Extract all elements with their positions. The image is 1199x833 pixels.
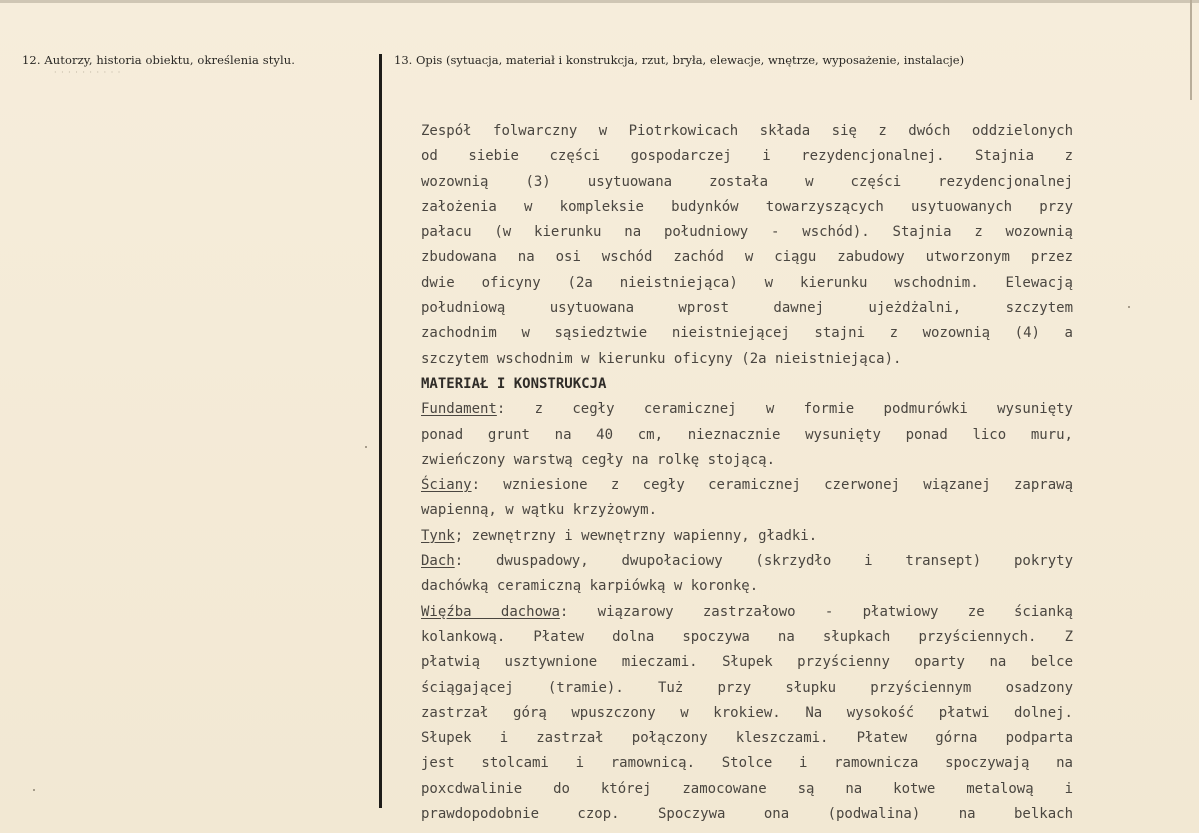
text-line: zbudowana na osi wschód zachód w ciągu zabudowy utworzonym przez bbox=[421, 249, 1073, 266]
text-line: prawdopodobnie czop. Spoczywa ona (podwalina) na belkach bbox=[421, 806, 1073, 823]
text-line: wapienną, w wątku krzyżowym. bbox=[421, 502, 658, 519]
left-section-title: 12. Autorzy, historia obiektu, określenia stylu. bbox=[22, 53, 296, 67]
text-line: płatwią usztywnione mieczami. Słupek przyścienny oparty na belce bbox=[421, 654, 1073, 671]
tynk-label: Tynk bbox=[421, 527, 455, 544]
section-heading: MATERIAŁ I KONSTRUKCJA bbox=[421, 375, 607, 392]
fundament-line: Fundament: z cegły ceramicznej w formie podmurówki wysunięty bbox=[421, 401, 1073, 418]
text-line: kolankową. Płatew dolna spoczywa na słupkach przyściennych. Z bbox=[421, 628, 1073, 645]
paper-speck bbox=[365, 446, 367, 448]
text-line: od siebie części gospodarczej i rezydencjonalnej. Stajnia z bbox=[421, 148, 1073, 165]
text-line: dwie oficyny (2a nieistniejąca) w kierunku wschodnim. Elewacją bbox=[421, 274, 1073, 291]
description-text bbox=[421, 119, 1073, 827]
top-border bbox=[0, 0, 1199, 3]
sciany-label: Ściany bbox=[421, 477, 472, 494]
left-section-header bbox=[22, 53, 295, 77]
text-line: zachodnim w sąsiedztwie nieistniejącej stajni z wozownią (4) a bbox=[421, 325, 1073, 342]
right-edge-border bbox=[1190, 0, 1192, 100]
paper-speck bbox=[1128, 306, 1130, 308]
paper-speck bbox=[33, 789, 35, 791]
sciany-line: Ściany: wzniesione z cegły ceramicznej czerwonej wiązanej zaprawą bbox=[421, 477, 1073, 494]
text-line: zastrzał górą wpuszczony w krokiew. Na wysokość płatwi dolnej. bbox=[421, 704, 1073, 721]
faint-typed-text: · · · · · · · · · · bbox=[54, 68, 122, 77]
text-line: Zespół folwarczny w Piotrkowicach składa się z dwóch oddzielonych bbox=[421, 123, 1073, 139]
dach-line: Dach: dwuspadowy, dwupołaciowy (skrzydło i transept) pokryty bbox=[421, 553, 1073, 570]
text-line: Słupek i zastrzał połączony kleszczami. Płatew górna podparta bbox=[421, 730, 1073, 747]
column-divider bbox=[379, 54, 382, 808]
text-line: ściągającej (tramie). Tuż przy słupku przyściennym osadzony bbox=[421, 679, 1073, 696]
text-line: zwieńczony warstwą cegły na rolkę stojącą. bbox=[421, 451, 776, 468]
text-line: wozownią (3) usytuowana została w części rezydencjonalnej bbox=[421, 173, 1073, 190]
wiezba-label: Więźba dachowa bbox=[421, 603, 560, 620]
wiezba-line: Więźba dachowa: wiązarowy zastrzałowo - płatwiowy ze ścianką bbox=[421, 603, 1073, 620]
dach-label: Dach bbox=[421, 553, 455, 570]
text-line: jest stolcami i ramownicą. Stolce i ramownicza spoczywają na bbox=[421, 755, 1073, 772]
text-line: południową usytuowana wprost dawnej ujeżdżalni, szczytem bbox=[421, 300, 1073, 317]
text-line: szczytem wschodnim w kierunku oficyny (2a nieistniejąca). bbox=[421, 350, 902, 367]
text-line: poxcdwalinie do której zamocowane są na kotwe metalową i bbox=[421, 780, 1073, 797]
text-line: ponad grunt na 40 cm, nieznacznie wysunięty ponad lico muru, bbox=[421, 426, 1073, 443]
right-section-header: 13. Opis (sytuacja, materiał i konstrukcja, rzut, bryła, elewacje, wnętrze, wyposażenie, instalacje) bbox=[394, 53, 965, 67]
text-line: pałacu (w kierunku na południowy - wschód). Stajnia z wozownią bbox=[421, 224, 1073, 241]
fundament-label: Fundament bbox=[421, 401, 497, 418]
tynk-line: Tynk; zewnętrzny i wewnętrzny wapienny, gładki. bbox=[421, 527, 818, 544]
text-line: dachówką ceramiczną karpiówką w koronkę. bbox=[421, 578, 759, 595]
text-line: założenia w kompleksie budynków towarzyszących usytuowanych przy bbox=[421, 198, 1073, 215]
